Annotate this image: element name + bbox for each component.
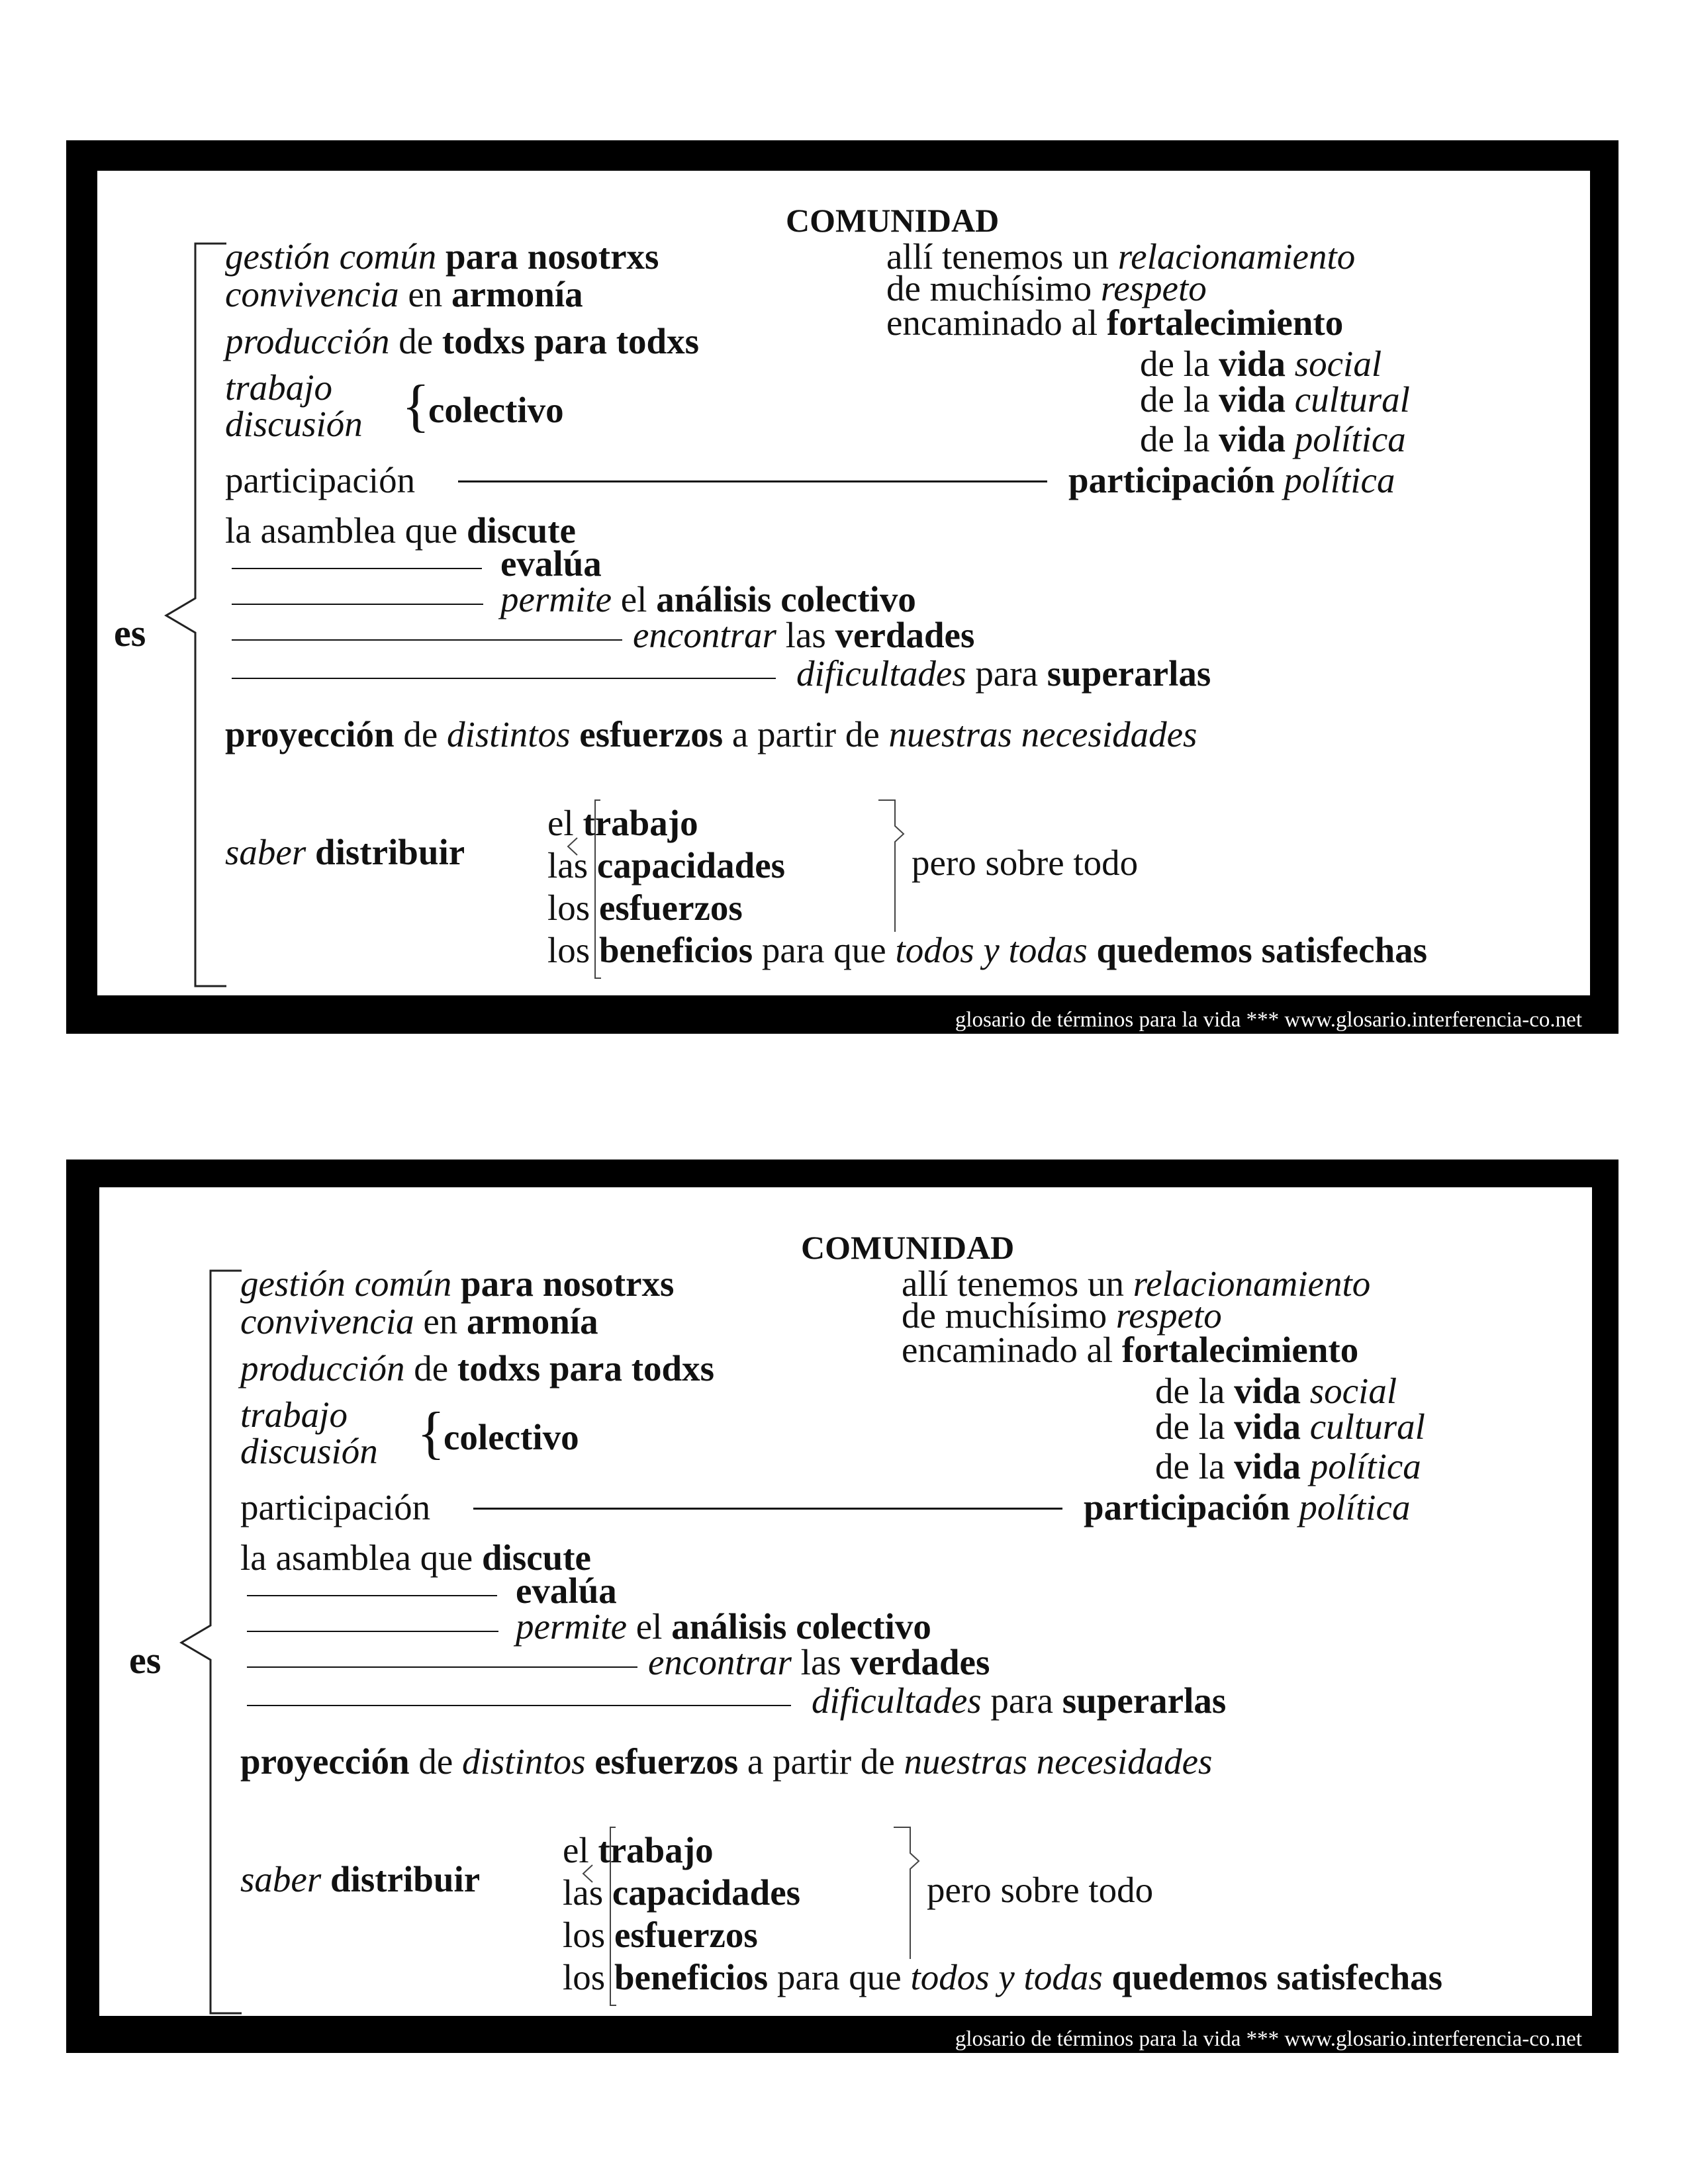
participation-connector-line — [458, 480, 1047, 482]
connector-line-permite — [232, 604, 483, 605]
line-vida-cultural: de la vida cultural — [1155, 1406, 1425, 1447]
line-asamblea: la asamblea que discute — [240, 1537, 591, 1578]
card-inner — [97, 171, 1590, 995]
es-label: es — [114, 612, 146, 655]
line-participacion-politica: participación política — [1084, 1487, 1411, 1527]
line-participacion-politica: participación política — [1068, 460, 1395, 500]
item-beneficios: los beneficios para que todos y todas quedemos satisfechas — [547, 930, 1428, 970]
card-content — [113, 1198, 1605, 2023]
label-pero-sobre-todo: pero sobre todo — [912, 842, 1139, 883]
connector-line-dificultades — [232, 678, 776, 679]
glossary-card-bottom — [66, 1160, 1618, 2053]
item-trabajo: el trabajo — [563, 1830, 714, 1870]
label-discusion: discusión — [240, 1431, 378, 1471]
line-saber-distribuir: saber distribuir — [240, 1859, 481, 1899]
curly-brace: { — [402, 374, 430, 438]
line-encontrar: encontrar las verdades — [648, 1642, 990, 1682]
line-fortalecimiento: encaminado al fortalecimiento — [902, 1330, 1359, 1370]
line-vida-social: de la vida social — [1140, 343, 1382, 384]
item-capacidades: las capacidades — [563, 1872, 801, 1913]
line-gestion: gestión común para nosotrxs — [240, 1263, 675, 1304]
line-permite: permite el análisis colectivo — [516, 1606, 931, 1647]
label-participacion: participación — [240, 1487, 431, 1527]
label-participacion: participación — [225, 460, 416, 500]
line-respeto: de muchísimo respeto — [886, 268, 1207, 308]
card-content — [97, 171, 1590, 995]
line-convivencia: convivencia en armonía — [225, 274, 583, 314]
label-colectivo: colectivo — [444, 1417, 579, 1457]
line-asamblea: la asamblea que discute — [225, 510, 576, 551]
line-fortalecimiento: encaminado al fortalecimiento — [886, 302, 1344, 343]
item-esfuerzos: los esfuerzos — [563, 1915, 758, 1955]
label-trabajo: trabajo — [240, 1394, 348, 1435]
line-saber-distribuir: saber distribuir — [225, 832, 465, 872]
line-dificultades: dificultades para superarlas — [796, 653, 1211, 694]
es-label: es — [129, 1639, 162, 1682]
connector-line-permite — [247, 1631, 498, 1632]
card-inner — [99, 1187, 1592, 2016]
line-proyeccion: proyección de distintos esfuerzos a partir de nuestras necesidades — [240, 1741, 1213, 1782]
line-vida-politica: de la vida política — [1155, 1446, 1421, 1486]
line-respeto: de muchísimo respeto — [902, 1295, 1222, 1336]
item-capacidades: las capacidades — [547, 845, 786, 886]
label-discusion: discusión — [225, 404, 363, 444]
line-vida-social: de la vida social — [1155, 1371, 1397, 1411]
line-produccion: producción de todxs para todxs — [240, 1348, 715, 1388]
participation-connector-line — [473, 1508, 1062, 1510]
line-proyeccion: proyección de distintos esfuerzos a partir de nuestras necesidades — [225, 714, 1197, 754]
item-trabajo: el trabajo — [547, 803, 698, 843]
glossary-card-top — [66, 140, 1618, 1034]
curly-brace: { — [417, 1401, 445, 1465]
card-title: COMUNIDAD — [801, 1229, 1015, 1266]
label-pero-sobre-todo: pero sobre todo — [927, 1870, 1154, 1910]
connector-line-evalua — [232, 568, 482, 569]
item-esfuerzos: los esfuerzos — [547, 887, 743, 928]
line-vida-cultural: de la vida cultural — [1140, 379, 1410, 420]
label-trabajo: trabajo — [225, 367, 332, 408]
label-colectivo: colectivo — [428, 390, 564, 430]
connector-line-evalua — [247, 1595, 497, 1596]
line-relacionamiento: allí tenemos un relacionamiento — [902, 1263, 1371, 1304]
item-beneficios: los beneficios para que todos y todas quedemos satisfechas — [563, 1957, 1443, 1997]
line-vida-politica: de la vida política — [1140, 419, 1406, 459]
line-gestion: gestión común para nosotrxs — [225, 236, 659, 277]
line-relacionamiento: allí tenemos un relacionamiento — [886, 236, 1356, 277]
label-evalua: evalúa — [516, 1570, 617, 1611]
card-title: COMUNIDAD — [786, 202, 1000, 239]
connector-line-encontrar — [232, 639, 622, 641]
line-produccion: producción de todxs para todxs — [225, 321, 700, 361]
connector-line-dificultades — [247, 1705, 791, 1706]
line-convivencia: convivencia en armonía — [240, 1301, 598, 1342]
line-dificultades: dificultades para superarlas — [812, 1680, 1227, 1721]
connector-line-encontrar — [247, 1666, 637, 1668]
label-evalua: evalúa — [500, 543, 602, 584]
footer-credit: glosario de términos para la vida *** www.glosario.interferencia-co.net — [955, 1008, 1582, 1032]
line-encontrar: encontrar las verdades — [633, 615, 975, 655]
line-permite: permite el análisis colectivo — [500, 579, 916, 619]
footer-credit: glosario de términos para la vida *** www.glosario.interferencia-co.net — [955, 2027, 1582, 2051]
